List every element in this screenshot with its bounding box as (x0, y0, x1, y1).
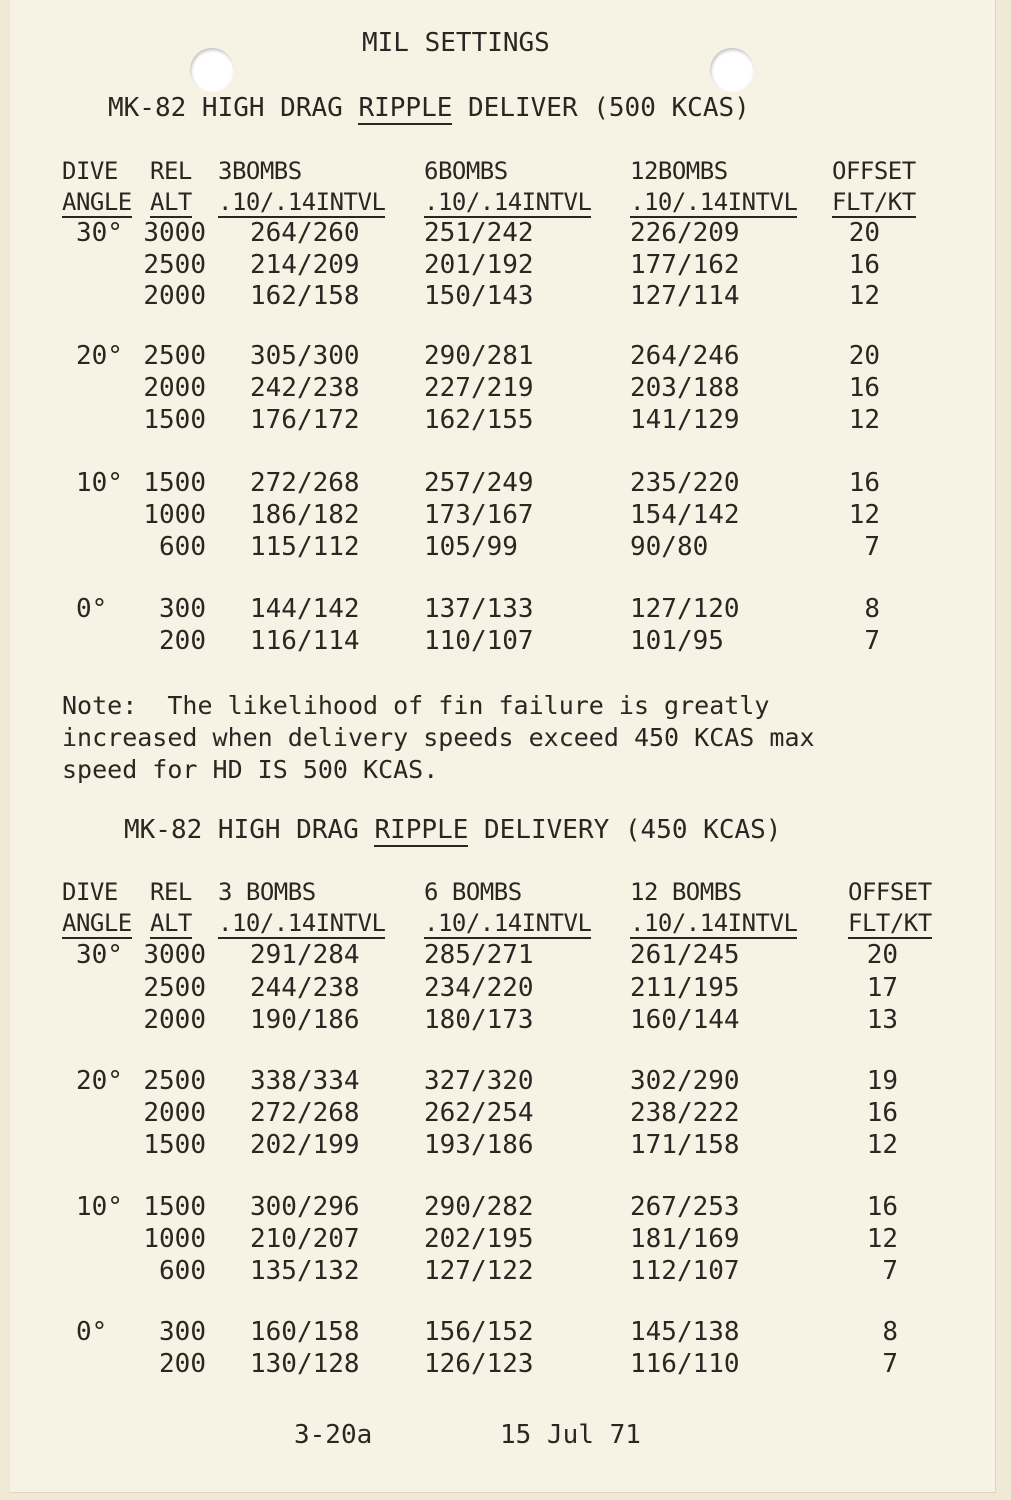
three-bombs-cell: 305/300 (250, 341, 360, 371)
dive-angle-cell: 30° (76, 940, 123, 970)
column-header: ALT (150, 188, 192, 216)
three-bombs-cell: 116/114 (250, 626, 360, 656)
release-alt-cell: 600 (159, 532, 206, 562)
three-bombs-cell: 144/142 (250, 594, 360, 624)
twelve-bombs-cell: 264/246 (630, 341, 740, 371)
twelve-bombs-cell: 261/245 (630, 940, 740, 970)
release-alt-cell: 2500 (143, 973, 206, 1003)
release-alt-cell: 200 (159, 626, 206, 656)
offset-cell: 20 (848, 218, 880, 248)
six-bombs-cell: 262/254 (424, 1098, 534, 1128)
twelve-bombs-cell: 154/142 (630, 500, 740, 530)
six-bombs-cell: 285/271 (424, 940, 534, 970)
dive-angle-cell: 20° (76, 341, 123, 371)
offset-cell: 7 (882, 1256, 898, 1286)
six-bombs-cell: 127/122 (424, 1256, 534, 1286)
three-bombs-cell: 186/182 (250, 500, 360, 530)
offset-cell: 12 (848, 500, 880, 530)
release-alt-cell: 1500 (143, 468, 206, 498)
twelve-bombs-cell: 302/290 (630, 1066, 740, 1096)
six-bombs-cell: 126/123 (424, 1349, 534, 1379)
twelve-bombs-cell: 127/120 (630, 594, 740, 624)
release-alt-cell: 300 (159, 594, 206, 624)
offset-cell: 7 (864, 532, 880, 562)
column-header: 6 BOMBS (424, 878, 522, 906)
twelve-bombs-cell: 211/195 (630, 973, 740, 1003)
note-line-1: Note: The likelihood of fin failure is greatly (62, 691, 770, 720)
offset-cell: 12 (866, 1130, 898, 1160)
offset-cell: 17 (866, 973, 898, 1003)
column-header: .10/.14INTVL (218, 188, 386, 216)
dive-angle-cell: 20° (76, 1066, 123, 1096)
six-bombs-cell: 173/167 (424, 500, 534, 530)
release-alt-cell: 1500 (143, 1192, 206, 1222)
three-bombs-cell: 291/284 (250, 940, 360, 970)
release-alt-cell: 2000 (143, 1098, 206, 1128)
release-alt-cell: 1500 (143, 1130, 206, 1160)
six-bombs-cell: 290/281 (424, 341, 534, 371)
dive-angle-cell: 0° (76, 1317, 108, 1347)
twelve-bombs-cell: 267/253 (630, 1192, 740, 1222)
twelve-bombs-cell: 235/220 (630, 468, 740, 498)
twelve-bombs-cell: 203/188 (630, 373, 740, 403)
twelve-bombs-cell: 116/110 (630, 1349, 740, 1379)
release-alt-cell: 3000 (143, 218, 206, 248)
three-bombs-cell: 130/128 (250, 1349, 360, 1379)
dive-angle-cell: 0° (76, 594, 108, 624)
release-alt-cell: 2500 (143, 1066, 206, 1096)
section2-title: MK-82 HIGH DRAG RIPPLE DELIVERY (450 KCAS) (124, 815, 782, 845)
six-bombs-cell: 201/192 (424, 250, 534, 280)
twelve-bombs-cell: 171/158 (630, 1130, 740, 1160)
offset-cell: 16 (848, 373, 880, 403)
three-bombs-cell: 190/186 (250, 1005, 360, 1035)
release-alt-cell: 600 (159, 1256, 206, 1286)
three-bombs-cell: 338/334 (250, 1066, 360, 1096)
six-bombs-cell: 257/249 (424, 468, 534, 498)
dive-angle-cell: 30° (76, 218, 123, 248)
three-bombs-cell: 214/209 (250, 250, 360, 280)
three-bombs-cell: 242/238 (250, 373, 360, 403)
offset-cell: 7 (882, 1349, 898, 1379)
column-header: 6BOMBS (424, 157, 508, 185)
page-number: 3-20a (294, 1420, 373, 1450)
column-header: REL (150, 157, 192, 185)
twelve-bombs-cell: 238/222 (630, 1098, 740, 1128)
three-bombs-cell: 300/296 (250, 1192, 360, 1222)
offset-cell: 8 (882, 1317, 898, 1347)
three-bombs-cell: 272/268 (250, 468, 360, 498)
release-alt-cell: 2500 (143, 250, 206, 280)
column-header: FLT/KT (848, 909, 932, 937)
offset-cell: 20 (848, 341, 880, 371)
three-bombs-cell: 162/158 (250, 281, 360, 311)
three-bombs-cell: 264/260 (250, 218, 360, 248)
note-line-3: speed for HD IS 500 KCAS. (62, 755, 439, 784)
release-alt-cell: 300 (159, 1317, 206, 1347)
release-alt-cell: 2000 (143, 281, 206, 311)
release-alt-cell: 2500 (143, 341, 206, 371)
column-header: .10/.14INTVL (424, 188, 592, 216)
column-header: OFFSET (832, 157, 916, 185)
six-bombs-cell: 110/107 (424, 626, 534, 656)
note-line-2: increased when delivery speeds exceed 450 KCAS max (62, 723, 815, 752)
column-header: ANGLE (62, 909, 132, 937)
three-bombs-cell: 202/199 (250, 1130, 360, 1160)
twelve-bombs-cell: 101/95 (630, 626, 724, 656)
twelve-bombs-cell: 181/169 (630, 1224, 740, 1254)
offset-cell: 8 (864, 594, 880, 624)
six-bombs-cell: 227/219 (424, 373, 534, 403)
column-header: .10/.14INTVL (218, 909, 386, 937)
offset-cell: 16 (848, 250, 880, 280)
column-header: .10/.14INTVL (424, 909, 592, 937)
three-bombs-cell: 272/268 (250, 1098, 360, 1128)
offset-cell: 20 (866, 940, 898, 970)
page-title: MIL SETTINGS (362, 28, 550, 58)
twelve-bombs-cell: 112/107 (630, 1256, 740, 1286)
six-bombs-cell: 180/173 (424, 1005, 534, 1035)
column-header: OFFSET (848, 878, 932, 906)
six-bombs-cell: 105/99 (424, 532, 518, 562)
column-header: REL (150, 878, 192, 906)
column-header: 3BOMBS (218, 157, 302, 185)
column-header: ANGLE (62, 188, 132, 216)
offset-cell: 7 (864, 626, 880, 656)
offset-cell: 12 (848, 281, 880, 311)
date-stamp: 15 Jul 71 (500, 1420, 641, 1450)
six-bombs-cell: 234/220 (424, 973, 534, 1003)
column-header: .10/.14INTVL (630, 188, 798, 216)
twelve-bombs-cell: 141/129 (630, 405, 740, 435)
six-bombs-cell: 150/143 (424, 281, 534, 311)
six-bombs-cell: 156/152 (424, 1317, 534, 1347)
offset-cell: 13 (866, 1005, 898, 1035)
column-header: ALT (150, 909, 192, 937)
offset-cell: 16 (848, 468, 880, 498)
offset-cell: 16 (866, 1098, 898, 1128)
three-bombs-cell: 210/207 (250, 1224, 360, 1254)
release-alt-cell: 3000 (143, 940, 206, 970)
offset-cell: 19 (866, 1066, 898, 1096)
column-header: 3 BOMBS (218, 878, 316, 906)
section1-title: MK-82 HIGH DRAG RIPPLE DELIVER (500 KCAS) (108, 93, 750, 123)
six-bombs-cell: 251/242 (424, 218, 534, 248)
offset-cell: 12 (866, 1224, 898, 1254)
release-alt-cell: 1000 (143, 500, 206, 530)
three-bombs-cell: 115/112 (250, 532, 360, 562)
offset-cell: 16 (866, 1192, 898, 1222)
punch-hole-left (190, 48, 234, 92)
three-bombs-cell: 176/172 (250, 405, 360, 435)
three-bombs-cell: 160/158 (250, 1317, 360, 1347)
twelve-bombs-cell: 145/138 (630, 1317, 740, 1347)
release-alt-cell: 1500 (143, 405, 206, 435)
dive-angle-cell: 10° (76, 468, 123, 498)
release-alt-cell: 200 (159, 1349, 206, 1379)
six-bombs-cell: 290/282 (424, 1192, 534, 1222)
column-header: 12BOMBS (630, 157, 728, 185)
three-bombs-cell: 244/238 (250, 973, 360, 1003)
three-bombs-cell: 135/132 (250, 1256, 360, 1286)
release-alt-cell: 1000 (143, 1224, 206, 1254)
six-bombs-cell: 193/186 (424, 1130, 534, 1160)
release-alt-cell: 2000 (143, 373, 206, 403)
twelve-bombs-cell: 127/114 (630, 281, 740, 311)
punch-hole-right (710, 48, 754, 92)
twelve-bombs-cell: 226/209 (630, 218, 740, 248)
twelve-bombs-cell: 90/80 (630, 532, 709, 562)
column-header: 12 BOMBS (630, 878, 742, 906)
column-header: .10/.14INTVL (630, 909, 798, 937)
column-header: FLT/KT (832, 188, 916, 216)
release-alt-cell: 2000 (143, 1005, 206, 1035)
dive-angle-cell: 10° (76, 1192, 123, 1222)
six-bombs-cell: 327/320 (424, 1066, 534, 1096)
offset-cell: 12 (848, 405, 880, 435)
six-bombs-cell: 162/155 (424, 405, 534, 435)
six-bombs-cell: 137/133 (424, 594, 534, 624)
column-header: DIVE (62, 157, 118, 185)
column-header: DIVE (62, 878, 118, 906)
twelve-bombs-cell: 160/144 (630, 1005, 740, 1035)
twelve-bombs-cell: 177/162 (630, 250, 740, 280)
six-bombs-cell: 202/195 (424, 1224, 534, 1254)
